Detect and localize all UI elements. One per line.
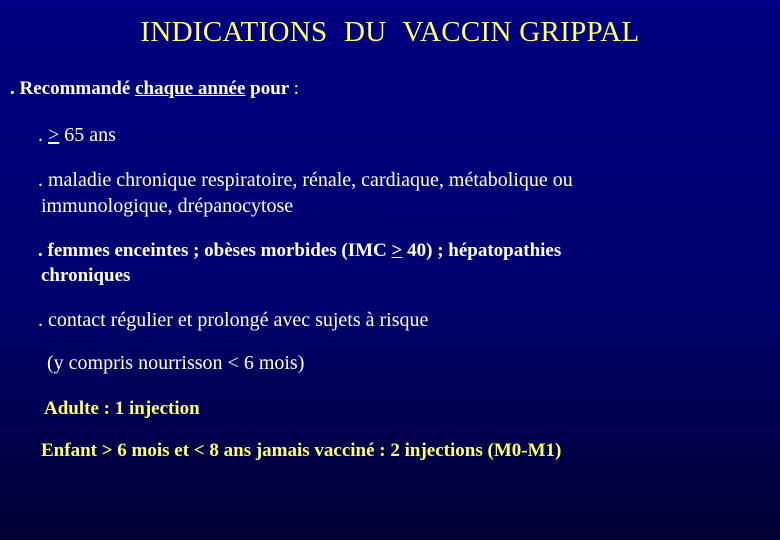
intro-for: pour [250,78,289,99]
item-age-prefix: . [38,124,48,146]
intro-bullet: . [10,78,15,99]
intro-recommended: Recommandé [19,78,131,99]
item-pregnant-symbol: > [391,240,403,261]
intro-every-year: chaque année [135,78,246,99]
item-age [38,123,116,148]
item-age-symbol: > [48,124,60,146]
dosage-child: Enfant > 6 mois et < 8 ans jamais vacciné : 2 injections (M0-M1) [41,440,562,461]
item-pregnant-line1 [38,238,561,263]
dosage-adult: Adulte : 1 injection [44,398,200,419]
item-age-suffix: 65 ans [59,124,116,146]
item-chronic-line1: . maladie chronique respiratoire, rénale, cardiaque, métabolique ou [38,169,573,191]
item-contact-line2: (y compris nourrisson < 6 mois) [47,352,305,374]
title-part-1: INDICATIONS [140,16,328,48]
item-pregnant-text-b: 40) ; hépatopathies [402,240,562,261]
item-contact-line1: . contact régulier et prolongé avec sujets à risque [38,309,429,331]
intro-line [10,76,299,101]
title-part-2: DU [343,16,387,48]
intro-colon: : [293,78,299,99]
item-pregnant-text-a: . femmes enceintes ; obèses morbides (IMC [38,240,392,261]
title-part-3: VACCIN GRIPPAL [402,16,640,48]
slide-title [0,16,780,49]
item-chronic-line2: immunologique, drépanocytose [41,195,294,217]
item-pregnant-line2: chroniques [41,265,131,286]
